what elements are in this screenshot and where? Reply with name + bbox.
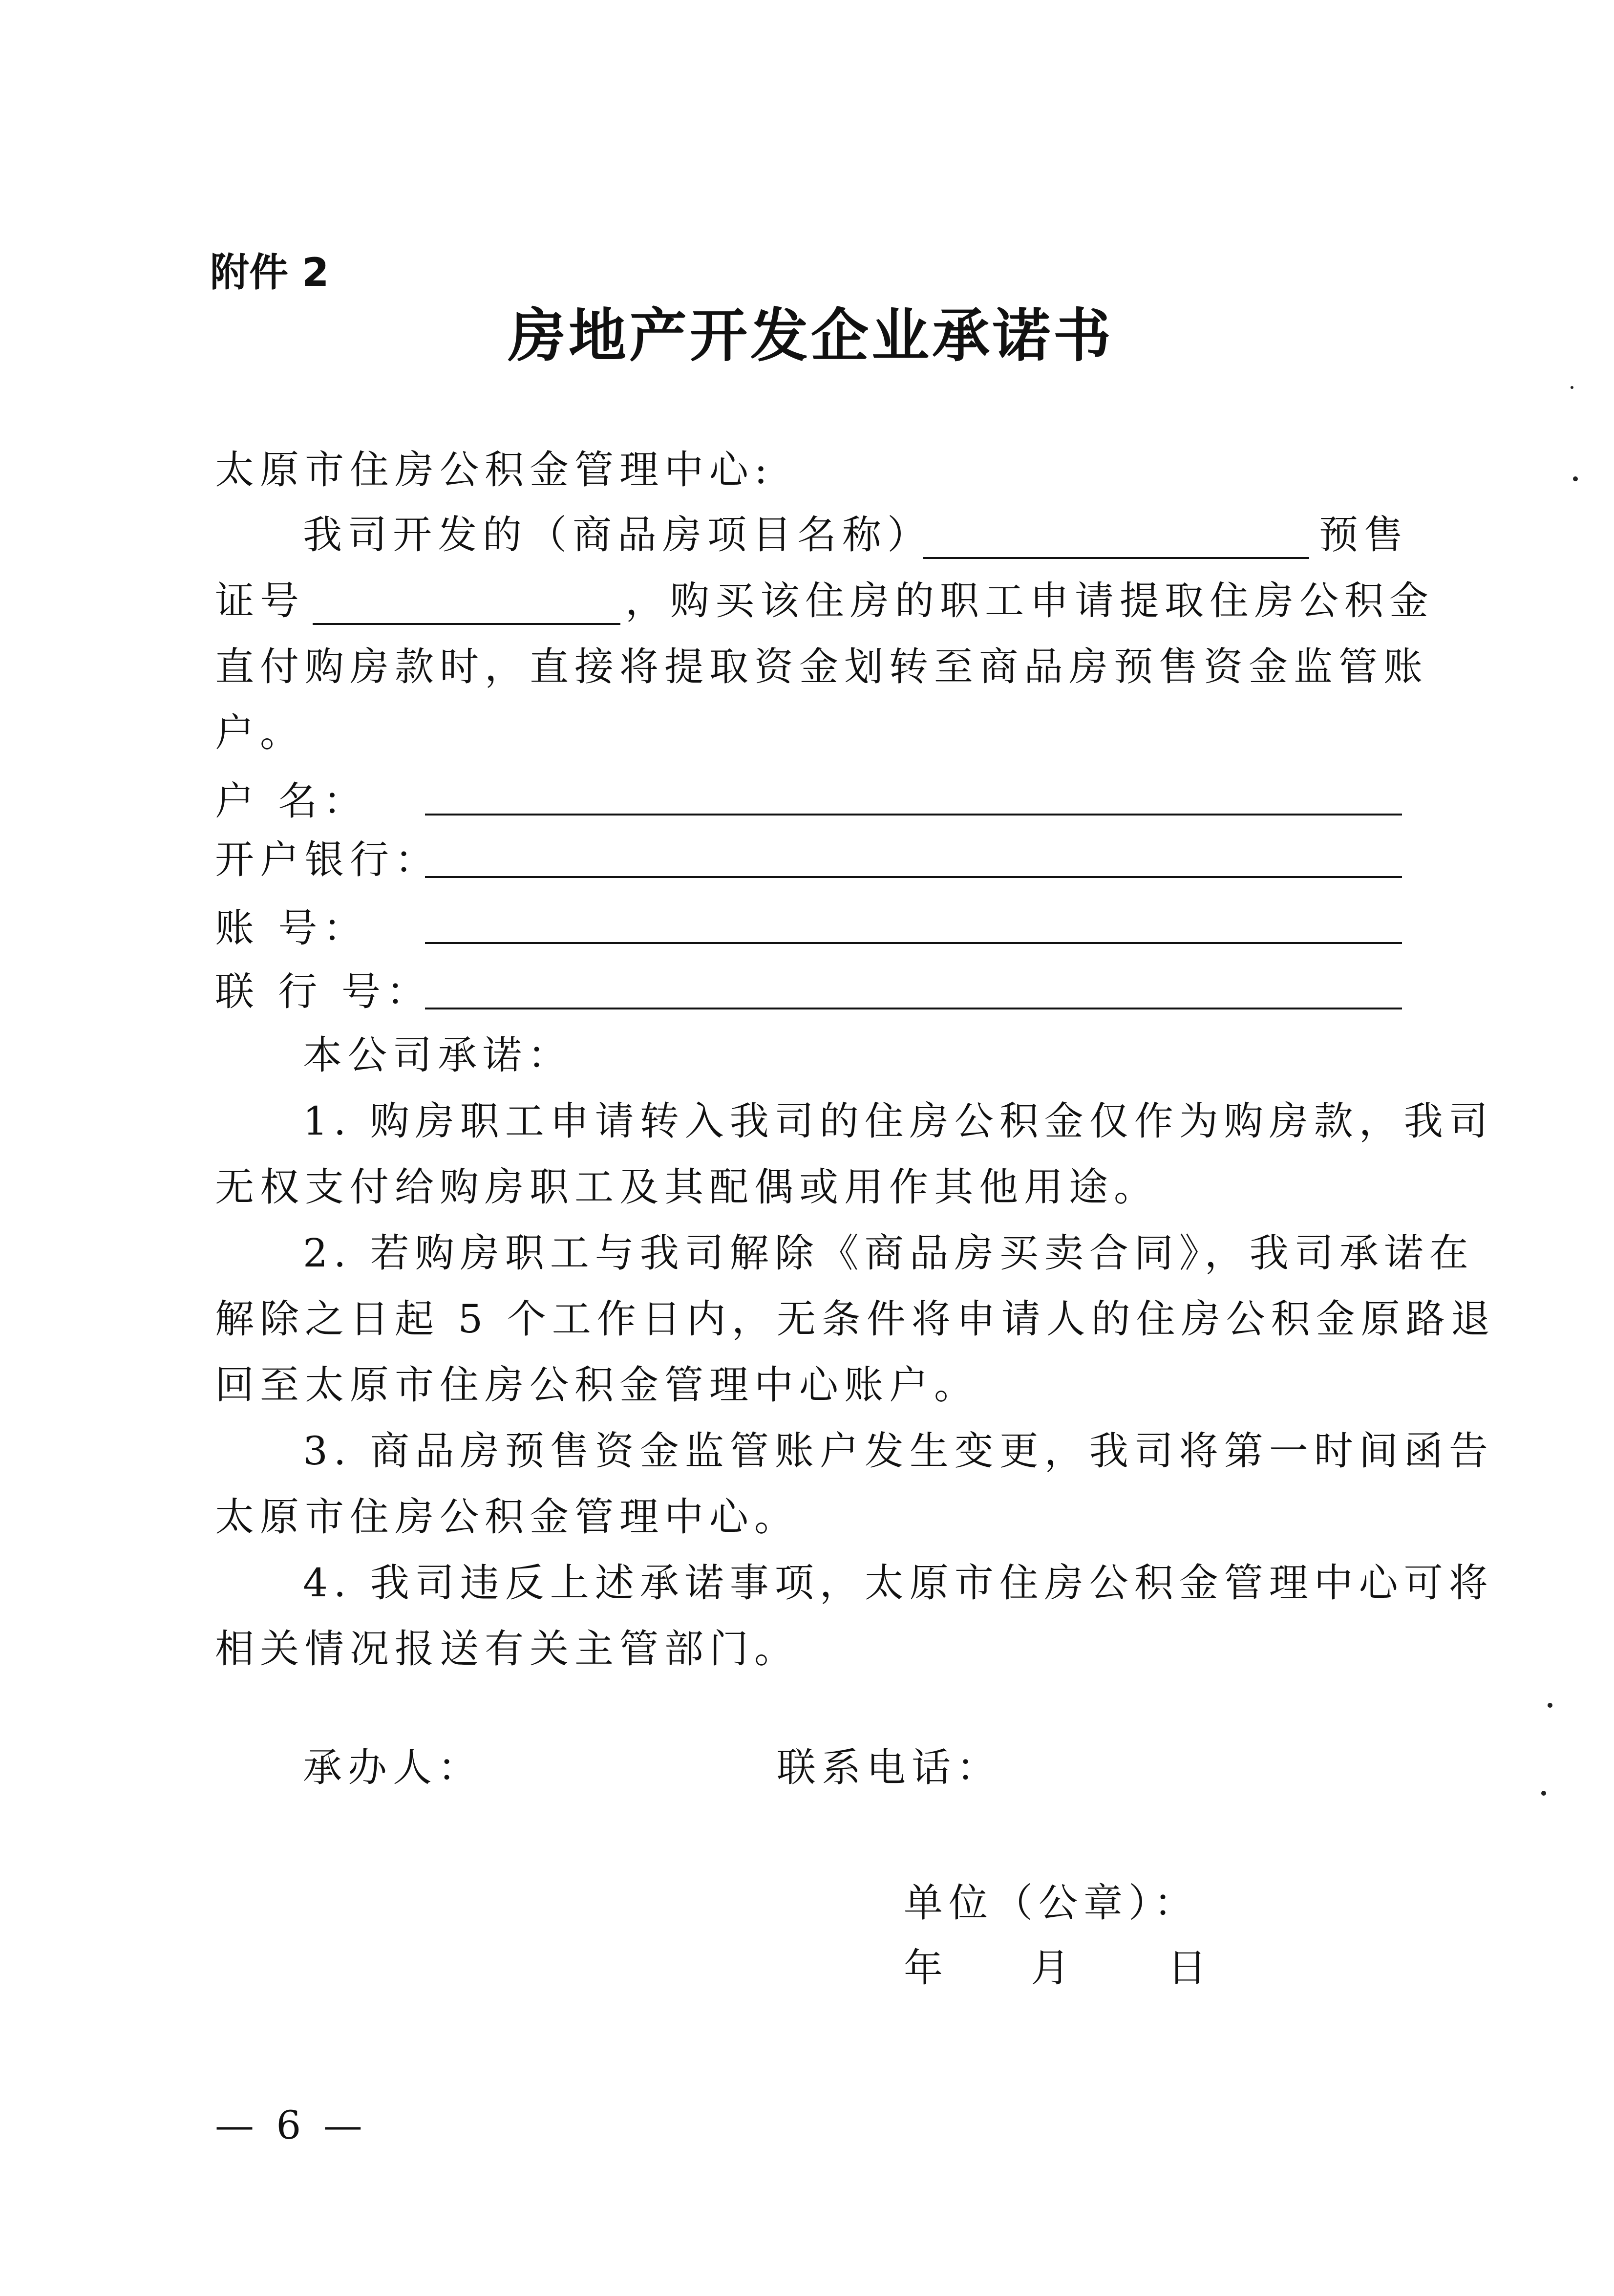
promise-heading: 本公司承诺： — [303, 1032, 573, 1078]
scan-speck — [1548, 1703, 1552, 1708]
attachment-label: 附件 2 — [210, 250, 329, 295]
page-number: — 6 — — [215, 2103, 367, 2148]
intro-line-4: 户。 — [215, 710, 305, 755]
field-account-name-label: 户 名： — [215, 778, 368, 824]
date-day: 日 — [1168, 1945, 1212, 1991]
promise-3-line-1: 3. 商品房预售资金监管账户发生变更，我司将第一时间函告 — [303, 1428, 1494, 1474]
promise-4-line-1: 4. 我司违反上述承诺事项，太原市住房公积金管理中心可将 — [303, 1560, 1494, 1606]
intro-line-1-end: 预售 — [1319, 512, 1409, 558]
scan-speck — [1541, 1791, 1546, 1796]
field-account-name-blank — [425, 814, 1402, 815]
handler-label: 承办人： — [303, 1745, 483, 1790]
field-account-no-blank — [425, 942, 1402, 944]
phone-label: 联系电话： — [777, 1745, 1001, 1790]
field-account-no-label: 账 号： — [215, 905, 368, 951]
scan-speck — [1571, 386, 1573, 389]
intro-line-1: 我司开发的（商品房项目名称） — [303, 512, 932, 558]
field-bank-code-blank — [425, 1008, 1402, 1009]
promise-3-line-2: 太原市住房公积金管理中心。 — [215, 1494, 799, 1540]
page-title: 房地产开发企业承诺书 — [508, 302, 1114, 369]
promise-1-line-2: 无权支付给购房职工及其配偶或用作其他用途。 — [215, 1164, 1159, 1210]
intro-line-2-start: 证号 — [215, 578, 305, 623]
field-bank-blank — [425, 876, 1402, 878]
promise-2-line-1: 2. 若购房职工与我司解除《商品房买卖合同》，我司承诺在 — [303, 1230, 1474, 1276]
field-bank-label: 开户银行： — [215, 837, 440, 882]
date-month: 月 — [1031, 1945, 1076, 1991]
scan-speck — [1573, 476, 1578, 481]
promise-2-line-3: 回至太原市住房公积金管理中心账户。 — [215, 1362, 979, 1408]
promise-4-line-2: 相关情况报送有关主管部门。 — [215, 1626, 799, 1672]
promise-1-line-1: 1. 购房职工申请转入我司的住房公积金仅作为购房款，我司 — [303, 1098, 1494, 1144]
intro-line-2-end: ，购买该住房的职工申请提取住房公积金 — [625, 578, 1434, 623]
project-name-blank — [923, 557, 1309, 559]
unit-seal-label: 单位（公章）： — [904, 1880, 1199, 1926]
promise-2-line-2: 解除之日起 5 个工作日内，无条件将申请人的住房公积金原路退 — [215, 1296, 1496, 1342]
presale-cert-blank — [313, 623, 620, 625]
date-year: 年 — [904, 1945, 949, 1991]
intro-line-3: 直付购房款时，直接将提取资金划转至商品房预售资金监管账 — [215, 644, 1428, 689]
field-bank-code-label: 联 行 号： — [215, 969, 431, 1014]
addressee: 太原市住房公积金管理中心: — [215, 447, 773, 493]
